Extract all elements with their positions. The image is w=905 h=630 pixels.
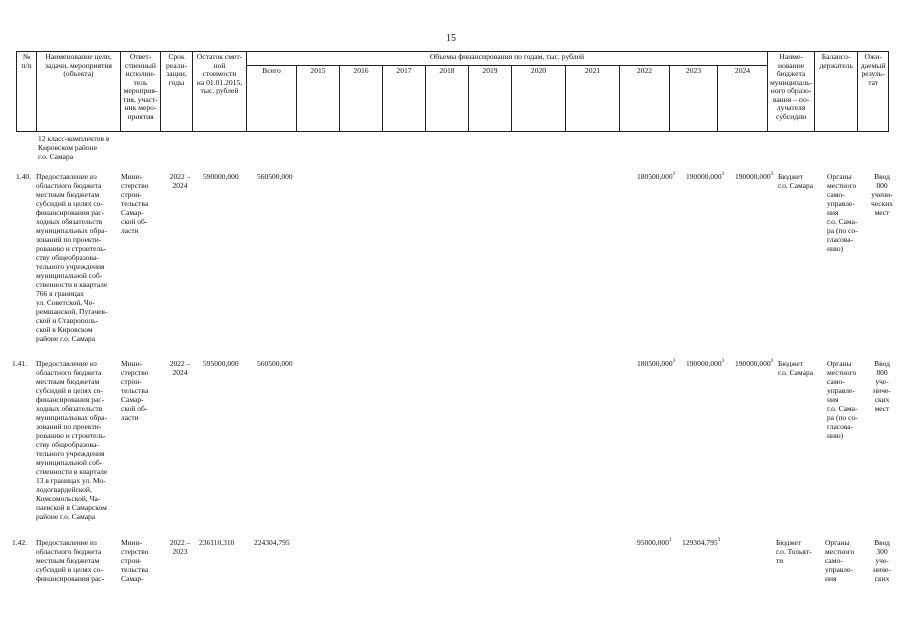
row-name: Предоставление из областного бюджета местным бюджетам субсидий в целях со- финансирования рас- ходных обязательств муниципальных обра- зований по проекти- рованию и строитель- ству общеобразова- тельного учреждения муниципальной соб- ственности в квартале 766 в границах ул. Советской, Че- ремшанской, Пугачев- ской и Ставрополь- ской в Кировском районе г.о. Самара xyxy=(36,172,108,343)
table-header xyxy=(16,51,889,132)
row-value-2023: 190000,000$^3$ xyxy=(686,172,725,181)
header-2016: 2016 xyxy=(340,66,383,132)
header-volumes: Объемы финансирования по годам, тыс. рублей xyxy=(247,52,768,66)
row-result: Ввод 300 уче- ниче- ских xyxy=(873,538,891,583)
row-recipient: Бюджет г.о. Самара xyxy=(778,172,814,190)
row-term: 2022 – 2024 xyxy=(169,172,191,190)
row-number: 1.42. xyxy=(12,538,27,547)
header-total: Всего xyxy=(247,66,297,132)
row-term: 2022 – 2024 xyxy=(169,359,191,377)
row-value-2022: 95000,000$^3$ xyxy=(637,538,672,547)
row-recipient: Бюджет г.о. Тольят- ти xyxy=(776,538,812,565)
row-value-2024: 190000,000$^3$ xyxy=(735,172,774,181)
header-rest: Остаток смет- ной стоимости на 01.01.2015, тыс. рублей xyxy=(193,52,247,132)
page-number: 15 xyxy=(446,33,456,44)
row-holder: Органы местного само- управле- ния г.о. Сама- ра (по со- гласова- нию) xyxy=(827,172,858,253)
row-result: Ввод 800 уче- ниче- ских мест xyxy=(873,359,891,413)
row-responsible: Мини- стерство строи- тельства Самар- ской об- ласти xyxy=(121,172,149,235)
row-value-2022: 180500,000$^3$ xyxy=(637,172,676,181)
row-result: Ввод 800 учени- ческих мест xyxy=(870,172,894,217)
row-holder: Органы местного само- управле- ния г.о. Сама- ра (по со- гласова- нию) xyxy=(827,359,858,440)
row-recipient: Бюджет г.о. Самара xyxy=(778,359,814,377)
row-value-2022: 180500,000$^3$ xyxy=(637,359,676,368)
row-rest: 595000,000 xyxy=(203,359,239,368)
row-name: Предоставление из областного бюджета местным бюджетам субсидий в целях со- финансирования рас- ходных обязательств муниципальных обра- зований по проекти- рованию и строитель- ству общеобразова- тельного учреждения муниципальной соб- ственности в квартале 13 в границах ул. Мо- лодогвардейской, Комсомольской, Ча- паевской в Самарском районе г.о. Самара xyxy=(36,359,108,521)
row-rest: 236110,310 xyxy=(199,538,235,547)
row-responsible: Мини- стерство строи- тельства Самар- ской об- ласти xyxy=(121,359,149,422)
header-2021: 2021 xyxy=(566,66,620,132)
row-name: Предоставление из областного бюджета местным бюджетам субсидий в целях со- финансирования рас- xyxy=(36,538,105,583)
header-2017: 2017 xyxy=(383,66,426,132)
header-result: Ожи- даемый резуль- тат xyxy=(858,52,889,132)
header-responsible: Ответ- ственный исполни- тель мероприя- тия, участ- ник меро- приятия xyxy=(121,52,161,132)
header-2020: 2020 xyxy=(512,66,566,132)
row-number: 1.40. xyxy=(16,172,31,181)
row-responsible: Мини- стерство строи- тельства Самар- xyxy=(121,538,149,583)
header-2019: 2019 xyxy=(469,66,512,132)
header-recipient: Наиме- нование бюджета муниципаль- ного образо- вания – по- лучателя субсидии xyxy=(768,52,815,132)
row-number: 1.41. xyxy=(12,359,27,368)
header-2022: 2022 xyxy=(620,66,670,132)
header-term: Срок реали- зации, годы xyxy=(161,52,193,132)
row-holder: Органы местного само- управле- ния xyxy=(825,538,855,583)
row-value-2024: 190000,000$^3$ xyxy=(735,359,774,368)
header-holder: Балансо- держатель xyxy=(815,52,858,132)
row-total: 560500,000 xyxy=(257,172,293,181)
row-total: 224304,795 xyxy=(254,538,290,547)
row-rest: 590000,000 xyxy=(203,172,239,181)
header-name: Наименование цели, задачи, мероприятия (объекта) xyxy=(37,52,121,132)
header-2015: 2015 xyxy=(297,66,340,132)
row-term: 2022 – 2023 xyxy=(169,538,191,556)
row-value-2023: 129304,795$^3$ xyxy=(682,538,721,547)
row-total: 560500,000 xyxy=(257,359,293,368)
row-value-2023: 190000,000$^3$ xyxy=(686,359,725,368)
header-2024: 2024 xyxy=(718,66,768,132)
header-2018: 2018 xyxy=(426,66,469,132)
header-num: № п/п xyxy=(17,52,37,132)
header-2023: 2023 xyxy=(670,66,718,132)
continuation-text: 12 класс-комплектов в Кировском районе г.о. Самара xyxy=(38,134,110,161)
